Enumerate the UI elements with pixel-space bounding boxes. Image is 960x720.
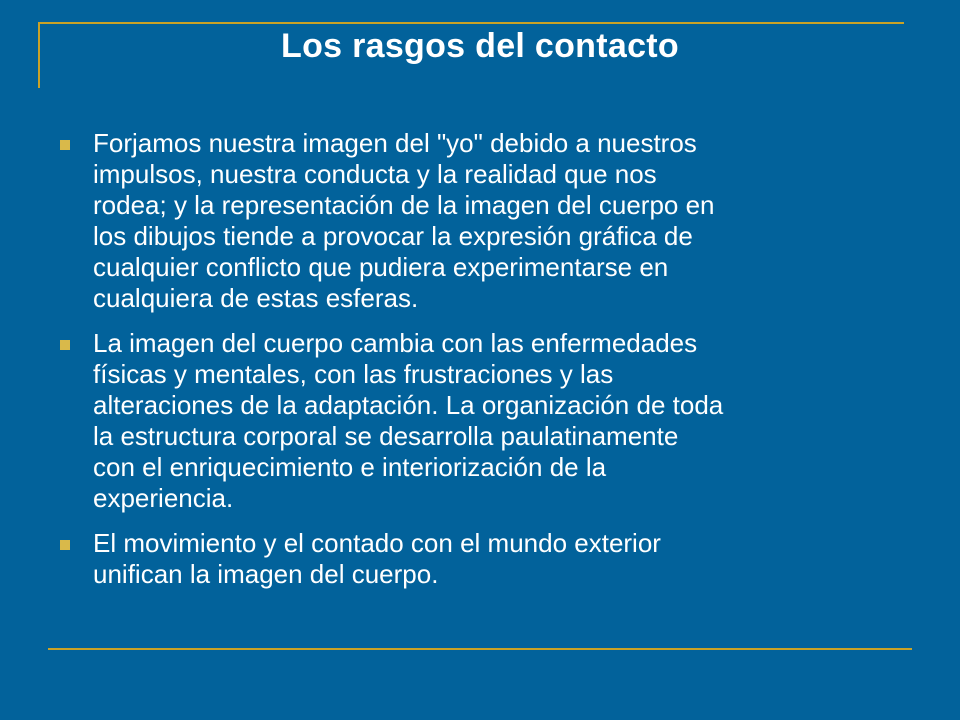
bullet-line: con el enriquecimiento e interiorización de la — [93, 452, 607, 482]
square-bullet-icon — [60, 140, 70, 150]
bullet-line: La imagen del cuerpo cambia con las enfermedades — [93, 328, 698, 358]
bullet-item — [58, 328, 908, 514]
bullet-line: los dibujos tiende a provocar la expresión gráfica de — [93, 221, 693, 251]
bullet-line: experiencia. — [93, 483, 234, 513]
bullet-line: unifican la imagen del cuerpo. — [93, 559, 439, 589]
bullet-line: rodea; y la representación de la imagen del cuerpo en — [93, 190, 715, 220]
slide-title: Los rasgos del contacto — [281, 27, 679, 65]
bullet-item — [58, 528, 908, 590]
bullet-list — [58, 128, 908, 604]
bullet-line: impulsos, nuestra conducta y la realidad que nos — [93, 159, 657, 189]
bullet-line: Forjamos nuestra imagen del "yo" debido a nuestros — [93, 128, 697, 158]
bullet-line: alteraciones de la adaptación. La organización de toda — [93, 390, 724, 420]
bullet-line: la estructura corporal se desarrolla paulatinamente — [93, 421, 679, 451]
square-bullet-icon — [60, 340, 70, 350]
bullet-line: El movimiento y el contado con el mundo exterior — [93, 528, 661, 558]
top-border-line — [40, 22, 904, 24]
bullet-line: cualquiera de estas esferas. — [93, 283, 419, 313]
bullet-item — [58, 128, 908, 314]
bullet-line: físicas y mentales, con las frustraciones y las — [93, 359, 614, 389]
bottom-border-line — [48, 648, 912, 650]
bullet-line: cualquier conflicto que pudiera experimentarse en — [93, 252, 669, 282]
square-bullet-icon — [60, 540, 70, 550]
